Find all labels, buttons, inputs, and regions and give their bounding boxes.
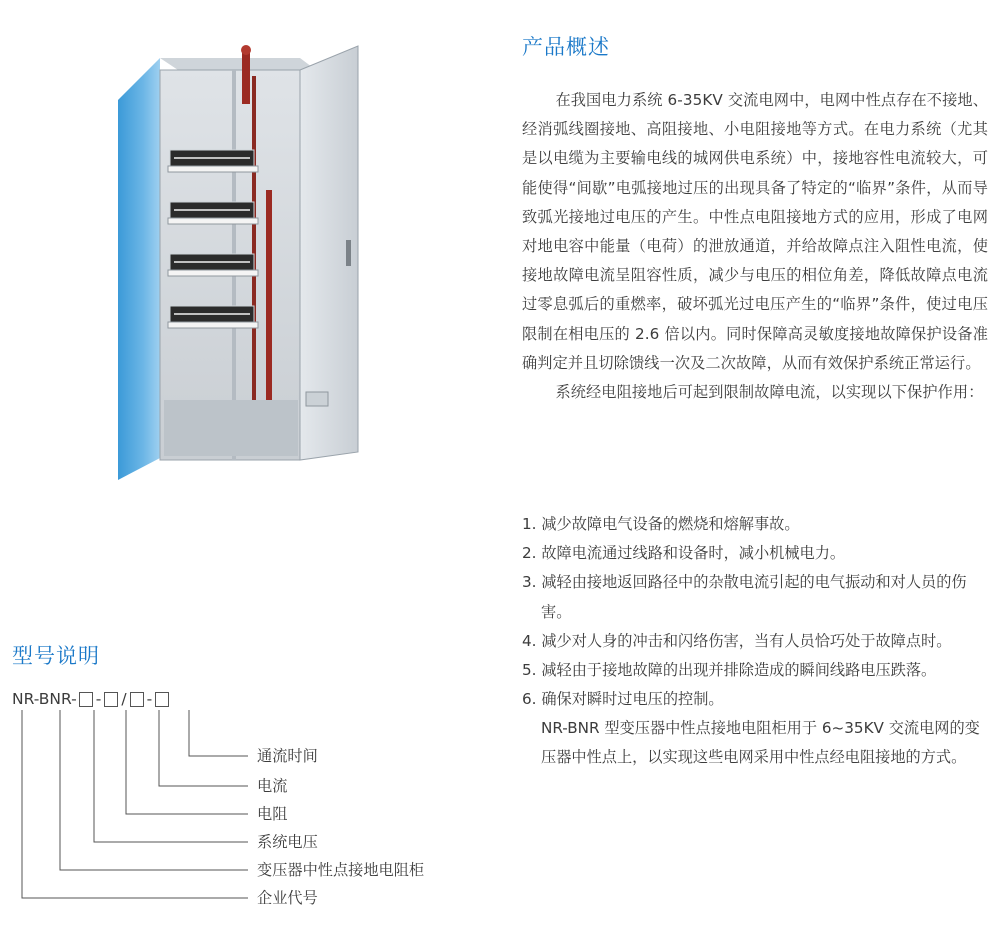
- overview-paragraph: 系统经电阻接地后可起到限制故障电流，以实现以下保护作用：: [555, 383, 984, 402]
- overview-body: [522, 86, 988, 407]
- product-photo-cabinet: [118, 40, 380, 482]
- separator: -: [95, 690, 102, 708]
- overview-paragraph: 在我国电力系统 6-35KV 交流电网中，电网中性点存在不接地、经消弧线圈接地、高阻接地、小电阻接地等方式。在电力系统（尤其是以电缆为主要输电线的城网供电系统）中，接地容性电流较大，可能使得“间歇”电弧接地过压的出现具备了特定的“临界”条件，从而导致弧光接地过电压的产生。中性点电阻接地方式的应用，形成了电网对地电容中能量（电荷）的泄放通道，并给故障点注入阻性电流，使接地故障电流呈阻容性质，减少与电压的相位角差，降低故障点电流过零息弧后的重燃率，破坏弧光过电压产生的“临界”条件，使过电压限制在相电压的 2.6 倍以内。同时保障高灵敏度接地故障保护设备准确判定并且切除馈线一次及二次故障，从而有效保护系统正常运行。: [522, 91, 988, 372]
- list-item: 1. 减少故障电气设备的燃烧和熔解事故。: [522, 515, 800, 533]
- code-label-voltage: 系统电压: [257, 833, 318, 851]
- code-label-product: 变压器中性点接地电阻柜: [257, 861, 425, 879]
- code-label-resistance: 电阻: [257, 805, 288, 823]
- code-label-time: 通流时间: [257, 747, 318, 765]
- closing-paragraph: NR-BNR 型变压器中性点接地电阻柜用于 6~35KV 交流电网的变压器中性点上，以实现这些电网采用中性点经电阻接地的方式。: [541, 719, 980, 767]
- model-prefix: NR-BNR-: [12, 690, 77, 708]
- code-label-current: 电流: [257, 777, 288, 795]
- code-label-company: 企业代号: [257, 889, 318, 907]
- model-title: 型号说明: [12, 644, 100, 668]
- list-item: 6. 确保对瞬时过电压的控制。: [522, 690, 724, 709]
- list-item: 2. 故障电流通过线路和设备时，减小机械电力。: [522, 544, 846, 563]
- separator: -: [146, 690, 153, 708]
- list-item: 5. 减轻由于接地故障的出现并排除造成的瞬间线路电压跌落。: [522, 661, 937, 680]
- overview-title: 产品概述: [522, 35, 610, 59]
- list-item: 3. 减轻由接地返回路径中的杂散电流引起的电气振动和对人员的伤害。: [522, 573, 967, 621]
- benefit-list: [522, 510, 992, 714]
- separator: /: [121, 690, 127, 708]
- list-item: 4. 减少对人身的冲击和闪络伤害，当有人员恰巧处于故障点时。: [522, 631, 952, 650]
